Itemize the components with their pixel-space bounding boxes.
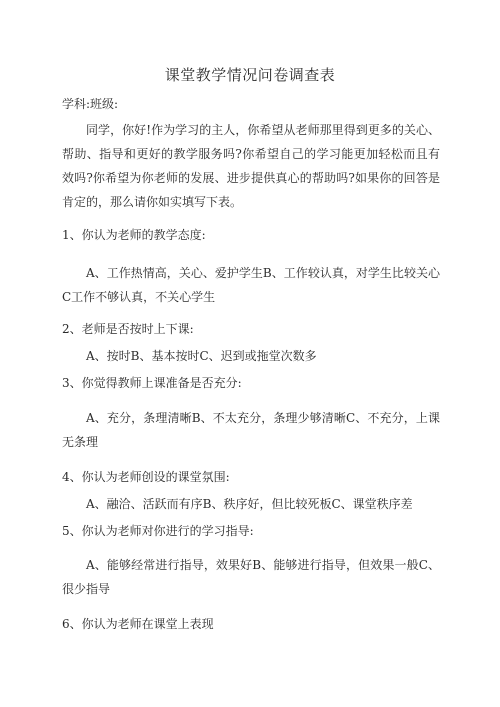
question-4: 4、你认为老师创设的课堂氛围:	[62, 470, 230, 484]
question-3: 3、你觉得教师上课准备是否充分:	[62, 376, 242, 390]
question-6: 6、你认为老师在课堂上表现	[62, 617, 214, 631]
subject-class-line: 学科:班级:	[62, 97, 119, 111]
question-2-options: A、按时B、基本按时C、迟到或拖堂次数多	[86, 349, 317, 363]
intro-paragraph: 同学，你好!作为学习的主人，你希望从老师那里得到更多的关心、帮助、指导和更好的教学服务吗?你希望自己的学习能更加轻松而且有效吗?你希望为你老师的发展、进步提供真心的帮助吗?如果你的回答是肯定的，那么请你如实填写下表。	[62, 123, 440, 209]
document-title: 课堂教学情况问卷调查表	[164, 66, 336, 84]
question-3-options: A、充分，条理清晰B、不太充分，条理少够清晰C、不充分，上课无条理	[62, 411, 440, 449]
question-4-options: A、融洽、活跃而有序B、秩序好，但比较死板C、课堂秩序差	[86, 497, 413, 511]
question-2: 2、老师是否按时上下课:	[62, 322, 194, 336]
question-5-options: A、能够经常进行指导，效果好B、能够进行指导，但效果一般C、很少指导	[62, 558, 440, 596]
question-1: 1、你认为老师的教学态度:	[62, 228, 206, 242]
question-1-options: A、工作热情高，关心、爱护学生B、工作较认真，对学生比较关心C工作不够认真，不关心学生	[62, 266, 440, 304]
question-5: 5、你认为老师对你进行的学习指导:	[62, 524, 254, 538]
